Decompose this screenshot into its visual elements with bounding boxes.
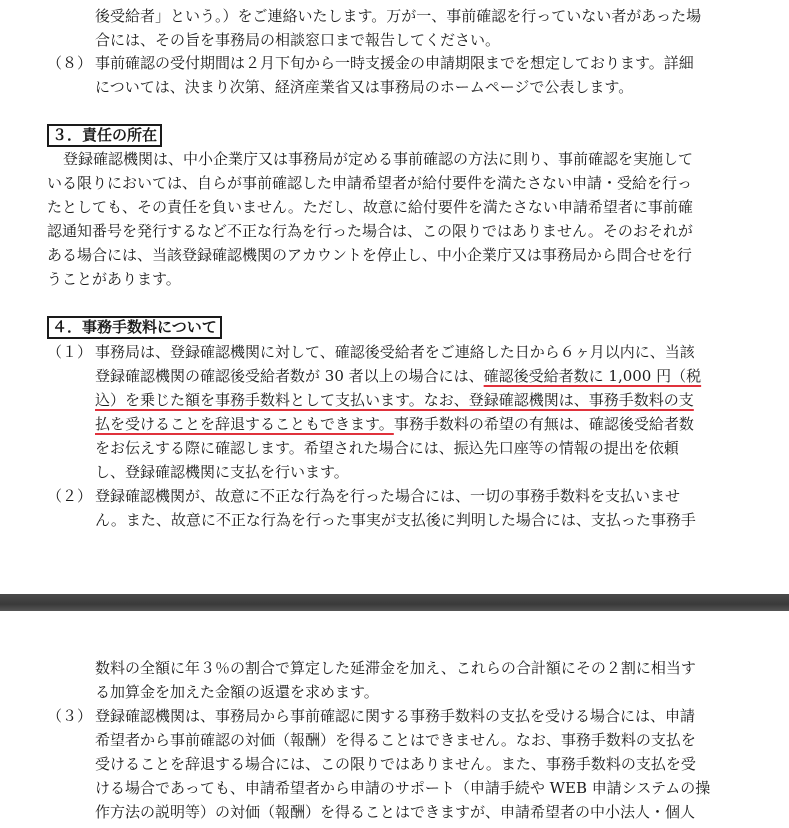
- text-line: については、決まり次第、経済産業省又は事務局のホームページで公表します。: [95, 78, 634, 96]
- text-line: ん。また、故意に不正な行為を行った事実が支払後に判明した場合には、支払った事務手: [95, 511, 696, 529]
- page-separator: [0, 594, 789, 611]
- text-line: 受けることを辞退する場合には、この限りではありません。また、事務手数料の支払を受: [95, 755, 696, 773]
- highlighted-text: 払を受けることを辞退することもできます。: [95, 415, 394, 433]
- item-number: （２）: [47, 487, 93, 505]
- text-line: [95, 364, 701, 388]
- text-line: をお伝えする際に確認します。希望された場合には、振込先口座等の情報の提出を依頼: [95, 439, 679, 457]
- text-line: 事前確認の受付期間は２月下旬から一時支援金の申請期限までを想定しております。詳細: [95, 54, 694, 72]
- text-line: 作方法の説明等）の対価（報酬）を得ることはできますが、申請希望者の中小法人・個人: [95, 803, 696, 821]
- text-line: 登録確認機関は、中小企業庁又は事務局が定める事前確認の方法に則り、事前確認を実施して: [63, 150, 694, 168]
- text-plain: 事務手数料の希望の有無は、確認後受給者数: [393, 415, 694, 433]
- text-line: ける場合であっても、申請希望者から申請のサポート（申請手続や WEB 申請システムの操: [95, 779, 711, 797]
- text-line: し、登録確認機関に支払を行います。: [95, 463, 349, 481]
- text-line: 数料の全額に年３％の割合で算定した延滞金を加え、これらの合計額にその２割に相当す: [95, 659, 696, 677]
- text-line: [95, 412, 694, 436]
- text-plain: 登録確認機関の確認後受給者数が 30 者以上の場合には、: [95, 367, 484, 385]
- text-line: 事務局は、登録確認機関に対して、確認後受給者をご連絡した日から６ヶ月以内に、当該: [95, 343, 695, 361]
- text-line: [95, 388, 694, 412]
- text-line: ある場合には、当該登録確認機関のアカウントを停止し、中小企業庁又は事務局から問合せを行: [47, 246, 692, 264]
- text-line: 合には、その旨を事務局の相談窓口まで報告してください。: [95, 31, 501, 49]
- text-line: たとしても、その責任を負いません。ただし、故意に給付要件を満たさない申請希望者に事前確: [47, 198, 693, 216]
- section-heading: ４．事務手数料について: [47, 316, 222, 339]
- text-line: 希望者から事前確認の対価（報酬）を得ることはできません。なお、事務手数料の支払を: [95, 731, 696, 749]
- item-number: （３）: [47, 707, 93, 725]
- item-number: （１）: [47, 343, 93, 361]
- section-heading: ３．責任の所在: [47, 124, 162, 147]
- text-line: 登録確認機関が、故意に不正な行為を行った場合には、一切の事務手数料を支払いませ: [95, 487, 681, 505]
- text-line: 後受給者」という。）をご連絡いたします。万が一、事前確認を行っていない者があった場: [95, 7, 702, 25]
- text-line: 認通知番号を発行するなど不正な行為を行った場合は、この限りではありません。そのおそれが: [47, 222, 693, 240]
- text-line: いる限りにおいては、自らが事前確認した申請希望者が給付要件を満たさない申請・受給を行っ: [47, 174, 693, 192]
- highlighted-text: 確認後受給者数に 1,000 円（税: [483, 367, 702, 385]
- text-line: 登録確認機関は、事務局から事前確認に関する事務手数料の支払を受ける場合には、申請: [95, 707, 696, 725]
- document-page-2: [0, 611, 789, 828]
- item-number: （８）: [47, 54, 93, 72]
- text-line: うことがあります。: [47, 270, 181, 288]
- text-line: る加算金を加えた金額の返還を求めます。: [95, 683, 379, 701]
- highlighted-text: 込）を乗じた額を事務手数料として支払います。なお、登録確認機関は、事務手数料の支: [95, 391, 694, 409]
